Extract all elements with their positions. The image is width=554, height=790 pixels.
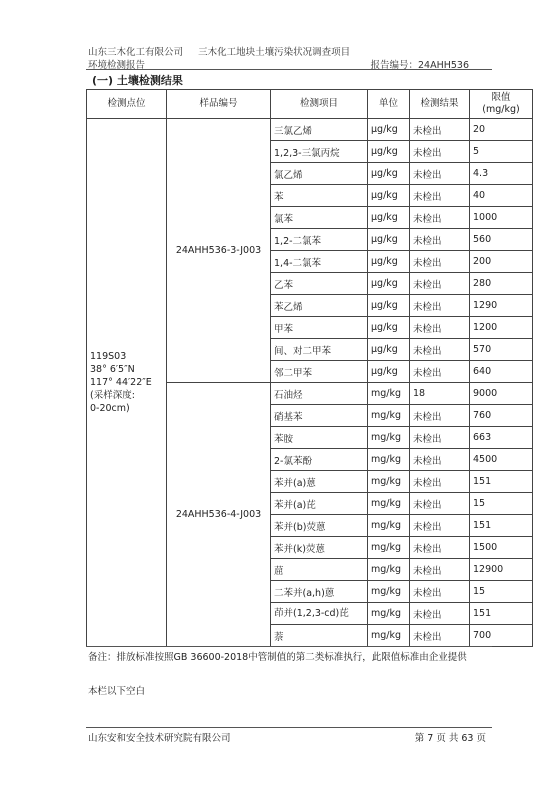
limit-cell: 4.3 bbox=[470, 163, 533, 185]
test-item-cell: 乙苯 bbox=[271, 273, 368, 295]
test-item-cell: 间、对二甲苯 bbox=[271, 339, 368, 361]
unit-cell: mg/kg bbox=[368, 603, 410, 625]
column-header: 检测项目 bbox=[271, 90, 368, 119]
unit-cell: μg/kg bbox=[368, 119, 410, 141]
result-cell: 未检出 bbox=[410, 559, 470, 581]
sample-id-cell: 24AHH536-3-J003 bbox=[167, 119, 271, 383]
limit-cell: 1500 bbox=[470, 537, 533, 559]
test-item-cell: 二苯并(a,h)蒽 bbox=[271, 581, 368, 603]
limit-cell: 700 bbox=[470, 625, 533, 647]
limit-cell: 560 bbox=[470, 229, 533, 251]
limit-cell: 9000 bbox=[470, 383, 533, 405]
table-bottom-rule bbox=[86, 646, 492, 647]
column-header: 单位 bbox=[368, 90, 410, 119]
limit-cell: 15 bbox=[470, 493, 533, 515]
column-header: 限值 (mg/kg) bbox=[470, 90, 533, 119]
unit-cell: μg/kg bbox=[368, 207, 410, 229]
sampling-location-cell: 119S03 38° 6′5″N 117° 44′22″E (采样深度: 0-20cm) bbox=[87, 119, 167, 647]
limit-cell: 640 bbox=[470, 361, 533, 383]
limit-cell: 40 bbox=[470, 185, 533, 207]
footer-page-number: 第 7 页 共 63 页 bbox=[414, 733, 486, 744]
test-item-cell: 苯并(k)荧蒽 bbox=[271, 537, 368, 559]
unit-cell: μg/kg bbox=[368, 273, 410, 295]
test-item-cell: 硝基苯 bbox=[271, 405, 368, 427]
section-title: (一) 土壤检测结果 bbox=[92, 74, 183, 87]
column-header: 样品编号 bbox=[167, 90, 271, 119]
test-item-cell: 氯乙烯 bbox=[271, 163, 368, 185]
test-item-cell: 茚并(1,2,3-cd)芘 bbox=[271, 603, 368, 625]
limit-cell: 15 bbox=[470, 581, 533, 603]
limit-cell: 1000 bbox=[470, 207, 533, 229]
table-row bbox=[87, 119, 533, 141]
unit-cell: μg/kg bbox=[368, 229, 410, 251]
result-cell: 未检出 bbox=[410, 339, 470, 361]
test-item-cell: 石油烃 bbox=[271, 383, 368, 405]
column-header: 检测结果 bbox=[410, 90, 470, 119]
limit-cell: 12900 bbox=[470, 559, 533, 581]
result-cell: 未检出 bbox=[410, 581, 470, 603]
unit-cell: μg/kg bbox=[368, 295, 410, 317]
result-cell: 未检出 bbox=[410, 163, 470, 185]
result-cell: 未检出 bbox=[410, 603, 470, 625]
soil-results-table bbox=[86, 89, 533, 647]
footer-rule bbox=[86, 727, 492, 728]
result-cell: 未检出 bbox=[410, 229, 470, 251]
unit-cell: μg/kg bbox=[368, 339, 410, 361]
result-cell: 未检出 bbox=[410, 427, 470, 449]
test-item-cell: 苯并(b)荧蒽 bbox=[271, 515, 368, 537]
result-cell: 未检出 bbox=[410, 207, 470, 229]
result-cell: 未检出 bbox=[410, 471, 470, 493]
test-item-cell: 氯苯 bbox=[271, 207, 368, 229]
unit-cell: mg/kg bbox=[368, 515, 410, 537]
result-cell: 未检出 bbox=[410, 515, 470, 537]
test-item-cell: 䓛 bbox=[271, 559, 368, 581]
unit-cell: mg/kg bbox=[368, 537, 410, 559]
result-cell: 未检出 bbox=[410, 141, 470, 163]
unit-cell: mg/kg bbox=[368, 493, 410, 515]
unit-cell: μg/kg bbox=[368, 163, 410, 185]
sample-id-cell: 24AHH536-4-J003 bbox=[167, 383, 271, 647]
test-item-cell: 苯 bbox=[271, 185, 368, 207]
result-cell: 18 bbox=[410, 383, 470, 405]
test-item-cell: 萘 bbox=[271, 625, 368, 647]
result-cell: 未检出 bbox=[410, 251, 470, 273]
test-item-cell: 1,2-二氯苯 bbox=[271, 229, 368, 251]
unit-cell: μg/kg bbox=[368, 185, 410, 207]
unit-cell: μg/kg bbox=[368, 141, 410, 163]
limit-cell: 151 bbox=[470, 603, 533, 625]
footer-institution: 山东安和安全技术研究院有限公司 bbox=[88, 733, 231, 744]
unit-cell: μg/kg bbox=[368, 251, 410, 273]
test-item-cell: 苯胺 bbox=[271, 427, 368, 449]
result-cell: 未检出 bbox=[410, 625, 470, 647]
header-project: 三木化工地块土壤污染状况调查项目 bbox=[198, 47, 351, 58]
header-doc-type: 环境检测报告 bbox=[88, 60, 146, 71]
limit-cell: 280 bbox=[470, 273, 533, 295]
result-cell: 未检出 bbox=[410, 449, 470, 471]
unit-cell: μg/kg bbox=[368, 361, 410, 383]
test-item-cell: 1,4-二氯苯 bbox=[271, 251, 368, 273]
result-cell: 未检出 bbox=[410, 273, 470, 295]
result-cell: 未检出 bbox=[410, 493, 470, 515]
remark-note: 备注：排放标准按照GB 36600-2018中管制值的第二类标准执行，此限值标准由企业提供 bbox=[88, 652, 467, 663]
result-cell: 未检出 bbox=[410, 405, 470, 427]
limit-cell: 663 bbox=[470, 427, 533, 449]
limit-cell: 5 bbox=[470, 141, 533, 163]
result-cell: 未检出 bbox=[410, 185, 470, 207]
result-cell: 未检出 bbox=[410, 361, 470, 383]
unit-cell: mg/kg bbox=[368, 471, 410, 493]
test-item-cell: 苯并(a)芘 bbox=[271, 493, 368, 515]
result-cell: 未检出 bbox=[410, 317, 470, 339]
test-item-cell: 三氯乙烯 bbox=[271, 119, 368, 141]
header-rule bbox=[86, 69, 492, 70]
limit-cell: 1200 bbox=[470, 317, 533, 339]
limit-cell: 1290 bbox=[470, 295, 533, 317]
limit-cell: 20 bbox=[470, 119, 533, 141]
limit-cell: 151 bbox=[470, 515, 533, 537]
header-company: 山东三木化工有限公司 bbox=[88, 47, 184, 58]
unit-cell: mg/kg bbox=[368, 427, 410, 449]
test-item-cell: 1,2,3-三氯丙烷 bbox=[271, 141, 368, 163]
unit-cell: mg/kg bbox=[368, 625, 410, 647]
column-header: 检测点位 bbox=[87, 90, 167, 119]
limit-cell: 200 bbox=[470, 251, 533, 273]
limit-cell: 570 bbox=[470, 339, 533, 361]
test-item-cell: 甲苯 bbox=[271, 317, 368, 339]
test-item-cell: 2-氯苯酚 bbox=[271, 449, 368, 471]
unit-cell: μg/kg bbox=[368, 317, 410, 339]
limit-cell: 4500 bbox=[470, 449, 533, 471]
limit-cell: 760 bbox=[470, 405, 533, 427]
test-item-cell: 苯并(a)蒽 bbox=[271, 471, 368, 493]
unit-cell: mg/kg bbox=[368, 405, 410, 427]
unit-cell: mg/kg bbox=[368, 449, 410, 471]
test-item-cell: 苯乙烯 bbox=[271, 295, 368, 317]
test-item-cell: 邻二甲苯 bbox=[271, 361, 368, 383]
limit-cell: 151 bbox=[470, 471, 533, 493]
result-cell: 未检出 bbox=[410, 295, 470, 317]
table-body bbox=[87, 119, 533, 647]
result-cell: 未检出 bbox=[410, 119, 470, 141]
table-header-row bbox=[87, 90, 533, 119]
blank-below-note: 本栏以下空白 bbox=[88, 686, 146, 697]
result-cell: 未检出 bbox=[410, 537, 470, 559]
unit-cell: mg/kg bbox=[368, 581, 410, 603]
header-company-project bbox=[88, 44, 350, 58]
unit-cell: mg/kg bbox=[368, 383, 410, 405]
unit-cell: mg/kg bbox=[368, 559, 410, 581]
header-report-number: 报告编号：24AHH536 bbox=[370, 60, 469, 71]
